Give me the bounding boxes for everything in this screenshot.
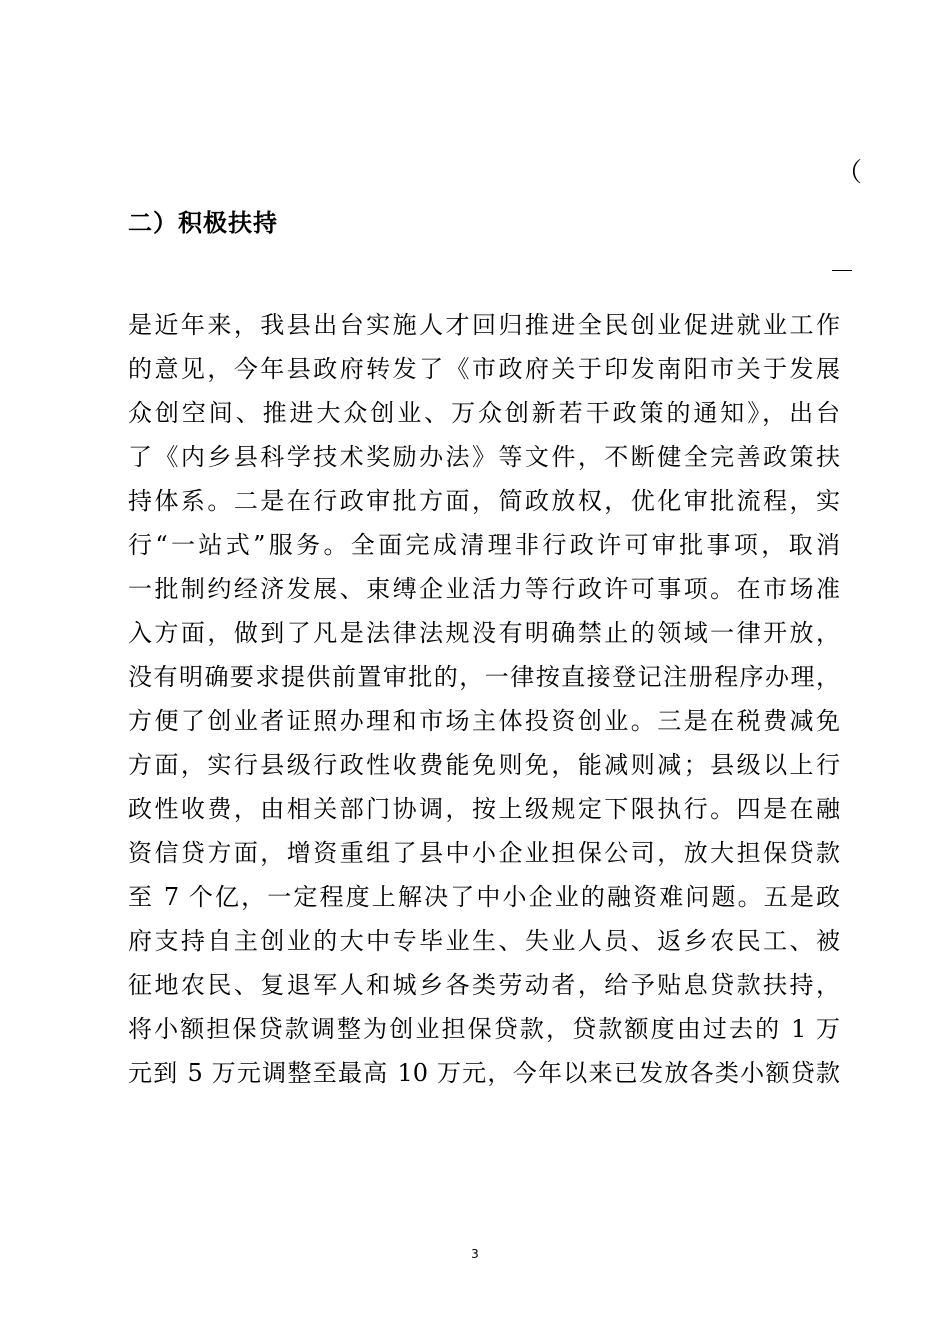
paragraph-line: 方便了创业者证照办理和市场主体投资创业。三是在税费减免 [128, 707, 840, 735]
enumeration-dash [832, 270, 852, 271]
paragraph-line: 将小额担保贷款调整为创业担保贷款，贷款额度由过去的 1 万 [128, 1015, 840, 1043]
paragraph-line: 入方面，做到了凡是法律法规没有明确禁止的领域一律开放， [128, 619, 840, 647]
paragraph-line: 持体系。二是在行政审批方面，简政放权，优化审批流程，实 [128, 487, 840, 515]
paragraph-line: 资信贷方面，增资重组了县中小企业担保公司，放大担保贷款 [128, 839, 840, 867]
page-number: 3 [471, 1247, 479, 1261]
paragraph-line: 政性收费，由相关部门协调，按上级规定下限执行。四是在融 [128, 795, 840, 823]
paragraph-line: 方面，实行县级行政性收费能免则免，能减则减；县级以上行 [128, 751, 840, 779]
paragraph-line: 征地农民、复退军人和城乡各类劳动者，给予贴息贷款扶持， [128, 971, 840, 999]
paragraph-line: 了《内乡县科学技术奖励办法》等文件，不断健全完善政策扶 [128, 443, 840, 471]
paragraph-line: 府支持自主创业的大中专毕业生、失业人员、返乡农民工、被 [128, 927, 840, 955]
paragraph-line: 行“一站式”服务。全面完成清理非行政许可审批事项，取消 [128, 531, 840, 559]
section-number-open-paren: （ [836, 158, 863, 188]
paragraph-line: 至 7 个亿，一定程度上解决了中小企业的融资难问题。五是政 [128, 883, 840, 911]
paragraph-line: 没有明确要求提供前置审批的，一律按直接登记注册程序办理， [128, 663, 840, 691]
paragraph-line: 一批制约经济发展、束缚企业活力等行政许可事项。在市场准 [128, 575, 840, 603]
paragraph-line: 众创空间、推进大众创业、万众创新若干政策的通知》，出台 [128, 399, 840, 427]
paragraph-line: 的意见，今年县政府转发了《市政府关于印发南阳市关于发展 [128, 355, 840, 383]
section-heading: 二）积极扶持 [128, 208, 278, 237]
body-paragraph [128, 303, 840, 1095]
paragraph-line: 是近年来，我县出台实施人才回归推进全民创业促进就业工作 [128, 311, 840, 339]
paragraph-line: 元到 5 万元调整至最高 10 万元，今年以来已发放各类小额贷款 [128, 1059, 840, 1087]
